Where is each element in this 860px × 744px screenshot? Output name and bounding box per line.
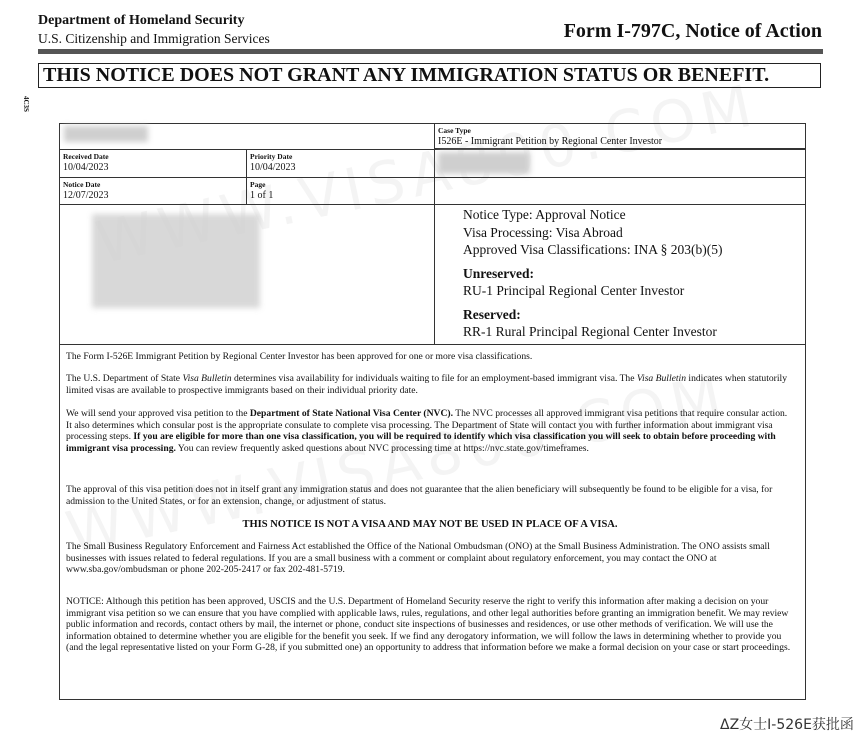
agency-name: Department of Homeland Security (38, 13, 245, 28)
reserved-label: Reserved: (463, 306, 521, 322)
paragraph-verification-notice: NOTICE: Although this petition has been approved, USCIS and the U.S. Department of Homeland Security reserve the right to verify this information after making a decision on your immigrant visa petition so we can ensure that you have complied with applicable laws, rules, regulations, and other legal authorities before granting an immigration benefit. We may review public information and records, contact others by mail, the internet or phone, conduct site inspections of businesses and residences, or use other methods of verification. We will use the information obtained to determine whether you are eligible for the benefit you seek. If we find any derogatory information, we will follow the laws in determining whether to provide you (and the legal representative listed on your Form G-28, if you submitted one) an opportunity to address that information before we make a formal decision on your case or start proceedings. (66, 596, 791, 654)
agency-subname: U.S. Citizenship and Immigration Services (38, 31, 270, 46)
received-date-value: 10/04/2023 (63, 162, 109, 173)
side-code: 4C3S (22, 96, 30, 112)
header-rule (38, 49, 823, 54)
case-type-value: I526E - Immigrant Petition by Regional Center Investor (438, 136, 663, 147)
reserved-value: RR-1 Rural Principal Regional Center Investor (463, 324, 717, 339)
priority-date-cell (246, 149, 435, 178)
page-cell (246, 177, 435, 205)
case-type-cell (434, 123, 806, 149)
paragraph-visa-bulletin: The U.S. Department of State Visa Bulletin determines visa availability for individuals waiting to file for an employment-based immigrant visa. The Visa Bulletin indicates when statutorily limited visas are available to prospective immigrants based on their individual priority date. (66, 373, 787, 396)
case-type-label: Case Type (438, 126, 471, 135)
visa-processing: Visa Processing: Visa Abroad (463, 224, 623, 240)
notice-type: Notice Type: Approval Notice (463, 207, 626, 222)
redacted-beneficiary (438, 152, 530, 174)
redacted-address (92, 214, 260, 308)
unreserved-value: RU-1 Principal Regional Center Investor (463, 283, 685, 298)
notice-details (463, 206, 723, 341)
notice-date-cell (59, 177, 247, 205)
empty-cell (434, 177, 806, 205)
page-label: Page (250, 180, 266, 189)
priority-date-label: Priority Date (250, 152, 293, 161)
paragraph-ombudsman: The Small Business Regulatory Enforcement and Fairness Act established the Office of the National Ombudsman (ONO) at the Small Business Administration. The ONO assists small businesses with issues related to federal regulations. If you are a small business with a comment or complaint about regulatory enforcement, you may contact the ONO at www.sba.gov/ombudsman or phone 202-205-2417 or fax 202-481-5719. (66, 541, 770, 576)
redacted-receipt-number (64, 126, 148, 142)
form-title: Form I-797C, Notice of Action (563, 20, 822, 42)
unreserved-label: Unreserved: (463, 265, 534, 281)
paragraph-nvc: We will send your approved visa petition to the Department of State National Visa Center (NVC). The NVC processes all approved immigrant visa petitions that require consular action. It also determines which consular post is the appropriate consulate to complete visa processing. The Department of State will contact you with further information about immigrant visa processing steps. If you are eligible for more than one visa classification, you will be required to identify which visa classification you will seek to obtain before proceeding with immigrant visa processing. You can review frequently asked questions about NVC processing time at https://nvc.state.gov/timeframes. (66, 408, 788, 454)
received-date-cell (59, 149, 247, 178)
approved-classifications: Approved Visa Classifications: INA § 203(b)(5) (463, 242, 723, 257)
warning-banner: THIS NOTICE DOES NOT GRANT ANY IMMIGRATION STATUS OR BENEFIT. (38, 63, 821, 88)
page-value: 1 of 1 (250, 190, 274, 201)
notice-date-value: 12/07/2023 (63, 190, 109, 201)
paragraph-status-disclaimer: The approval of this visa petition does not in itself grant any immigration status and does not guarantee that the alien beneficiary will subsequently be found to be eligible for a visa, for admission to the United States, or for an extension, change, or adjustment of status. (66, 484, 773, 507)
corner-caption: ΔZ女士I-526E获批函 (720, 717, 854, 733)
notice-date-label: Notice Date (63, 180, 101, 189)
priority-date-value: 10/04/2023 (250, 162, 296, 173)
paragraph-approval: The Form I-526E Immigrant Petition by Regional Center Investor has been approved for one or more visa classifications. (66, 351, 533, 362)
received-date-label: Received Date (63, 152, 109, 161)
not-a-visa-heading: THIS NOTICE IS NOT A VISA AND MAY NOT BE USED IN PLACE OF A VISA. (242, 519, 618, 530)
